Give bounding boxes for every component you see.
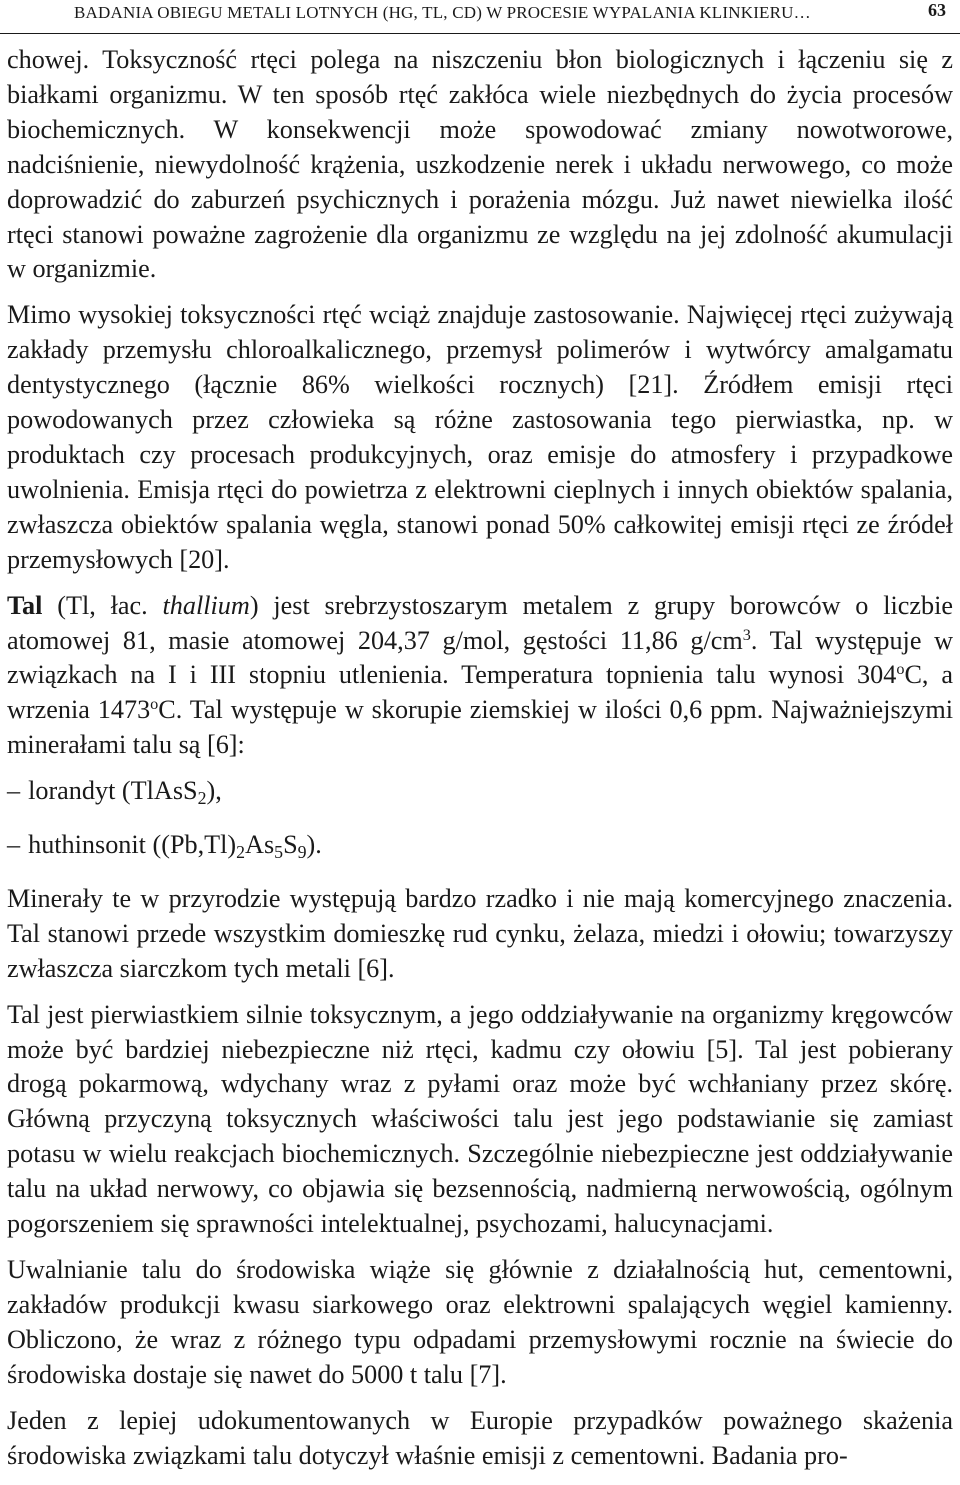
paragraph-thallium-toxicity: Tal jest pierwiastkiem silnie toksycznym, a jego oddziaływanie na organizmy kręgowców może być bardziej niebezpieczne niż rtęci, kadmu czy ołowiu [5]. Tal jest pobierany drogą pokarmową, wdychany wraz z pyłami oraz może być wchłaniany przez skórę. Główną przyczyną toksycznych właściwości talu jest jego podstawianie się zamiast potasu w wielu reakcjach biochemicznych. Szczególnie niebezpieczne jest oddziaływanie talu na układ nerwowy, co objawia się bezsennością, nadmierną nerwowością, ogólnym pogorszeniem się sprawności intelektualnej, psychozami, halucynacjami.: [7, 999, 953, 1239]
list-item-text: lorandyt (TlAsS: [28, 776, 198, 806]
p3-text-d: C, a wrzenia 1473: [7, 660, 954, 725]
paragraph-thallium-intro: [7, 589, 953, 764]
list-item-text: ),: [206, 776, 222, 806]
list-item-huthinsonit: [7, 828, 953, 863]
term-thallium: Tal: [7, 590, 43, 620]
list-dash: –: [7, 830, 21, 860]
paragraph-thallium-release: Uwalnianie talu do środowiska wiąże się głównie z działalnością hut, cementowni, zakładów produkcji kwasu siarkowego oraz elektrowni spalających węgiel kamienny. Obliczono, że wraz z różnego typu odpadami przemysłowymi rocznie na świecie do środowiska dostaje się nawet do 5000 t talu [7].: [7, 1255, 953, 1389]
subscript: 9: [297, 842, 307, 863]
degree-sign-boiling: o: [150, 695, 159, 714]
p3-text-b: ) jest srebrzystoszarym metalem z grupy borowców o liczbie atomowej 81, masie atomowej 204,37 g/mol, gęstości 11,86 g/cm: [7, 590, 953, 655]
running-header: [0, 0, 960, 38]
list-item-lorandyt: [7, 774, 953, 809]
list-item-text: ).: [306, 830, 322, 860]
subscript: 2: [197, 788, 207, 809]
list-dash: –: [7, 776, 21, 806]
density-unit-exponent: 3: [742, 625, 751, 644]
p3-text-a: (Tl, łac.: [42, 590, 163, 620]
subscript: 2: [236, 842, 246, 863]
running-header-title: BADANIA OBIEGU METALI LOTNYCH (HG, TL, CD) W PROCESIE WYPALANIA KLINKIERU…: [74, 3, 811, 22]
p3-text-e: C. Tal występuje w skorupie ziemskiej w ilości 0,6 ppm. Najważniejszymi minerałami talu są [6]:: [7, 695, 954, 760]
list-item-text: huthinsonit ((Pb,Tl): [28, 830, 237, 860]
p3-text-c: . Tal występuje w związkach na I i III stopniu utlenienia. Temperatura topnienia talu wynosi 304: [7, 625, 954, 690]
latin-name: thallium: [162, 590, 250, 620]
subscript: 5: [274, 842, 284, 863]
paragraph-minerals-rarity: Minerały te w przyrodzie występują bardzo rzadko i nie mają komercyjnego znaczenia. Tal stanowi przede wszystkim domieszkę rud cynku, żelaza, miedzi i ołowiu; towarzyszy zwłaszcza siarczkom tych metali [6].: [7, 883, 953, 983]
degree-sign-melting: o: [896, 660, 905, 679]
main-text: [7, 43, 953, 1484]
minerals-list: [7, 774, 953, 863]
paragraph-mercury-use: Mimo wysokiej toksyczności rtęć wciąż znajduje zastosowanie. Najwięcej rtęci zużywają zakłady przemysłu chloroalkalicznego, przemysł polimerów i wytwórcy amalgamatu dentystycznego (łącznie 86% wielkości rocznych) [21]. Źródłem emisji rtęci powodowanych przez człowieka są różne zastosowania tego pierwiastka, np. w produktach czy procesach produkcyjnych, oraz emisje do atmosfery i przypadkowe uwolnienia. Emisja rtęci do powietrza z elektrowni cieplnych i innych obiektów spalania, zwłaszcza obiektów spalania węgla, stanowi ponad 50% całkowitej emisji rtęci ze źródeł przemysłowych [20].: [7, 300, 953, 574]
header-rule: [0, 33, 960, 34]
list-item-text: S: [283, 830, 298, 860]
paragraph-cement-case: Jeden z lepiej udokumentowanych w Europie przypadków poważnego skażenia środowiska związkami talu dotyczył właśnie emisji z cementowni. Badania pro-: [7, 1405, 953, 1470]
page-number: 63: [928, 0, 946, 20]
list-item-text: As: [245, 830, 275, 860]
paragraph-mercury-toxicity: chowej. Toksyczność rtęci polega na niszczeniu błon biologicznych i łączeniu się z białkami organizmu. W ten sposób rtęć zakłóca wiele niezbędnych do życia procesów biochemicznych. W konsekwencji może spowodować zmiany nowotworowe, nadciśnienie, niewydolność krążenia, uszkodzenie nerek i układu nerwowego, co może doprowadzić do zaburzeń psychicznych i porażenia mózgu. Już nawet niewielka ilość rtęci stanowi poważne zagrożenie dla organizmu ze względu na jej zdolność akumulacji w organizmie.: [7, 45, 953, 284]
